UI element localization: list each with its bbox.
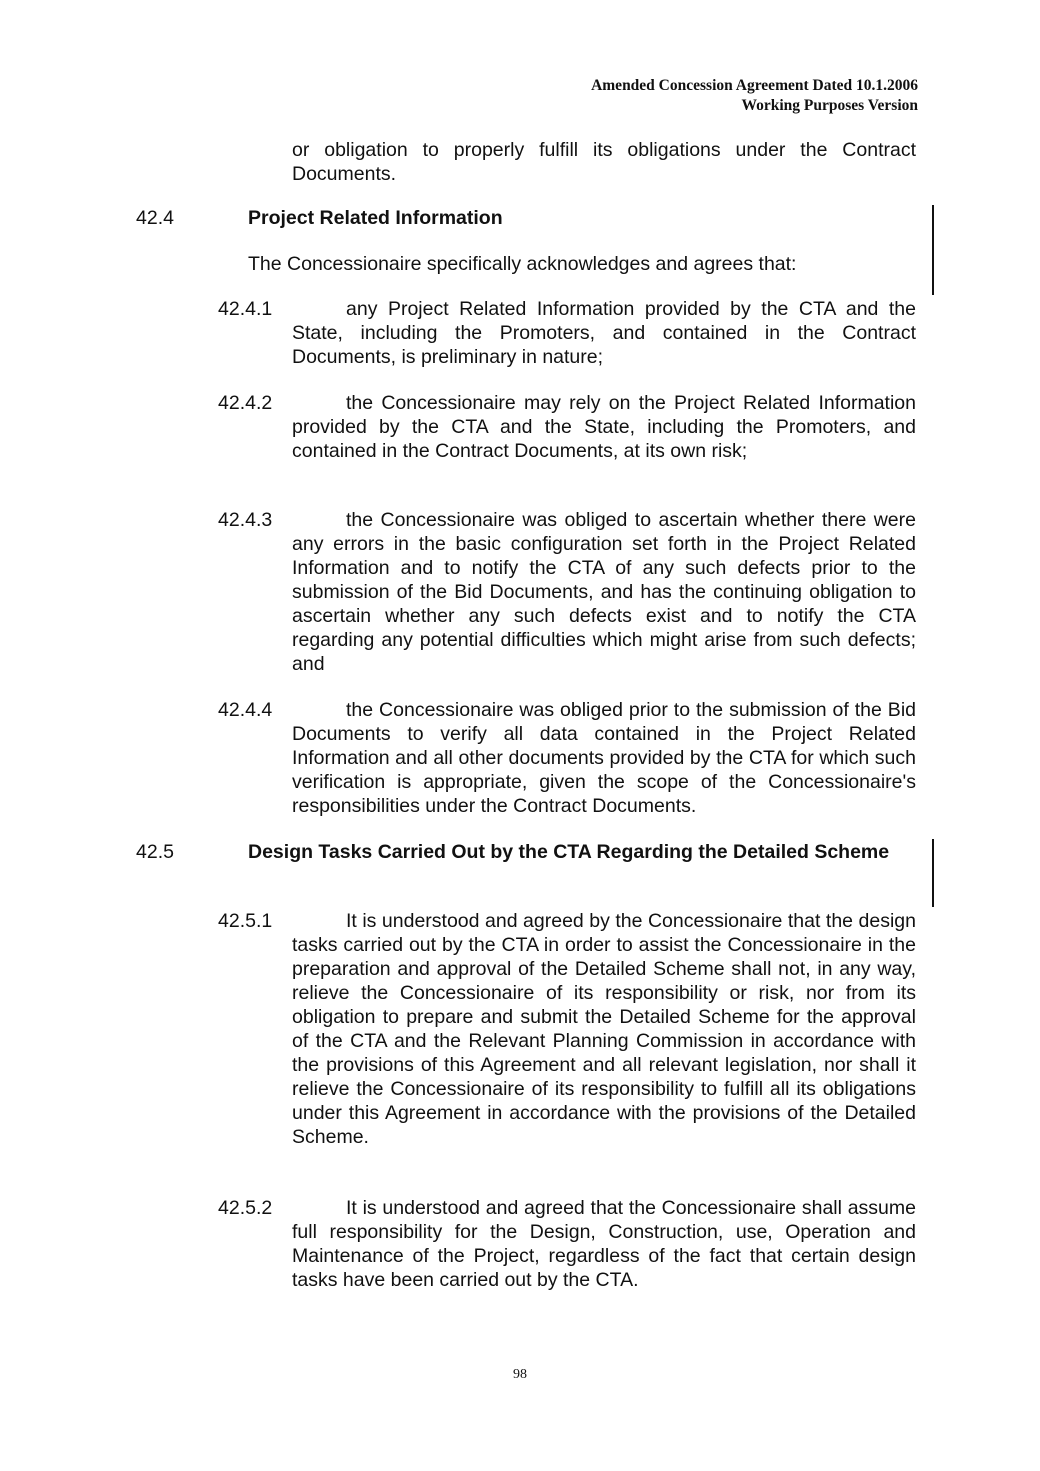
section-heading: Project Related Information xyxy=(248,207,503,229)
header-title: Amended Concession Agreement Dated 10.1.2006 xyxy=(591,77,918,94)
section-intro xyxy=(248,252,916,276)
change-bar xyxy=(932,205,934,295)
clause-number: 42.4.2 xyxy=(218,392,273,414)
clause-text: any Project Related Information provided by the CTA and the State, including the Promoters, and contained in the Contract Documents, is preliminary in nature; xyxy=(292,298,916,368)
clause-text: the Concessionaire may rely on the Project Related Information provided by the CTA and the State, including the Promoters, and contained in the Contract Documents, at its own risk; xyxy=(292,392,916,462)
clause-number: 42.5.1 xyxy=(218,910,273,932)
section-number: 42.5 xyxy=(136,841,174,863)
clause-text: It is understood and agreed by the Concessionaire that the design tasks carried out by the CTA in order to assist the Concessionaire in the preparation and approval of the Detailed Scheme shall not, in any way, relieve the Concessionaire of its responsibility or risk, nor from its obligation to prepare and submit the Detailed Scheme for the approval of the CTA and the Relevant Planning Commission in accordance with the provisions of this Agreement and all relevant legislation, nor shall it relieve the Concessionaire of its responsibility to fulfill all its obligations under this Agreement in accordance with the provisions of the Detailed Scheme. xyxy=(292,910,916,1148)
change-bar xyxy=(932,839,934,907)
section-heading: Design Tasks Carried Out by the CTA Regarding the Detailed Scheme xyxy=(248,841,890,863)
continuation-text: or obligation to properly fulfill its obligations under the Contract Documents. xyxy=(292,139,916,185)
section-number: 42.4 xyxy=(136,207,174,229)
continuation-paragraph xyxy=(292,138,916,186)
clause-text: the Concessionaire was obliged to ascertain whether there were any errors in the basic configuration set forth in the Project Related Information and to notify the CTA of any such defects prior to the submission of the Bid Documents, and has the continuing obligation to ascertain whether any such defects exist and to notify the CTA regarding any potential difficulties which might arise from such defects; and xyxy=(292,509,916,675)
clause-number: 42.4.3 xyxy=(218,509,273,531)
intro-text: The Concessionaire specifically acknowledges and agrees that: xyxy=(248,253,797,275)
clause-number: 42.5.2 xyxy=(218,1197,273,1219)
running-header xyxy=(591,76,918,116)
header-version: Working Purposes Version xyxy=(741,97,918,114)
clause-text: the Concessionaire was obliged prior to the submission of the Bid Documents to verify all data contained in the Project Related Information and all other documents provided by the CTA for which such verification is appropriate, given the scope of the Concessionaire's responsibilities under the Contract Documents. xyxy=(292,699,916,817)
clause-number: 42.4.1 xyxy=(218,298,273,320)
clause-number: 42.4.4 xyxy=(218,699,273,721)
page-number: 98 xyxy=(513,1367,527,1382)
clause-text: It is understood and agreed that the Concessionaire shall assume full responsibility for the Design, Construction, use, Operation and Maintenance of the Project, regardless of the fact that certain design tasks have been carried out by the CTA. xyxy=(292,1197,916,1291)
